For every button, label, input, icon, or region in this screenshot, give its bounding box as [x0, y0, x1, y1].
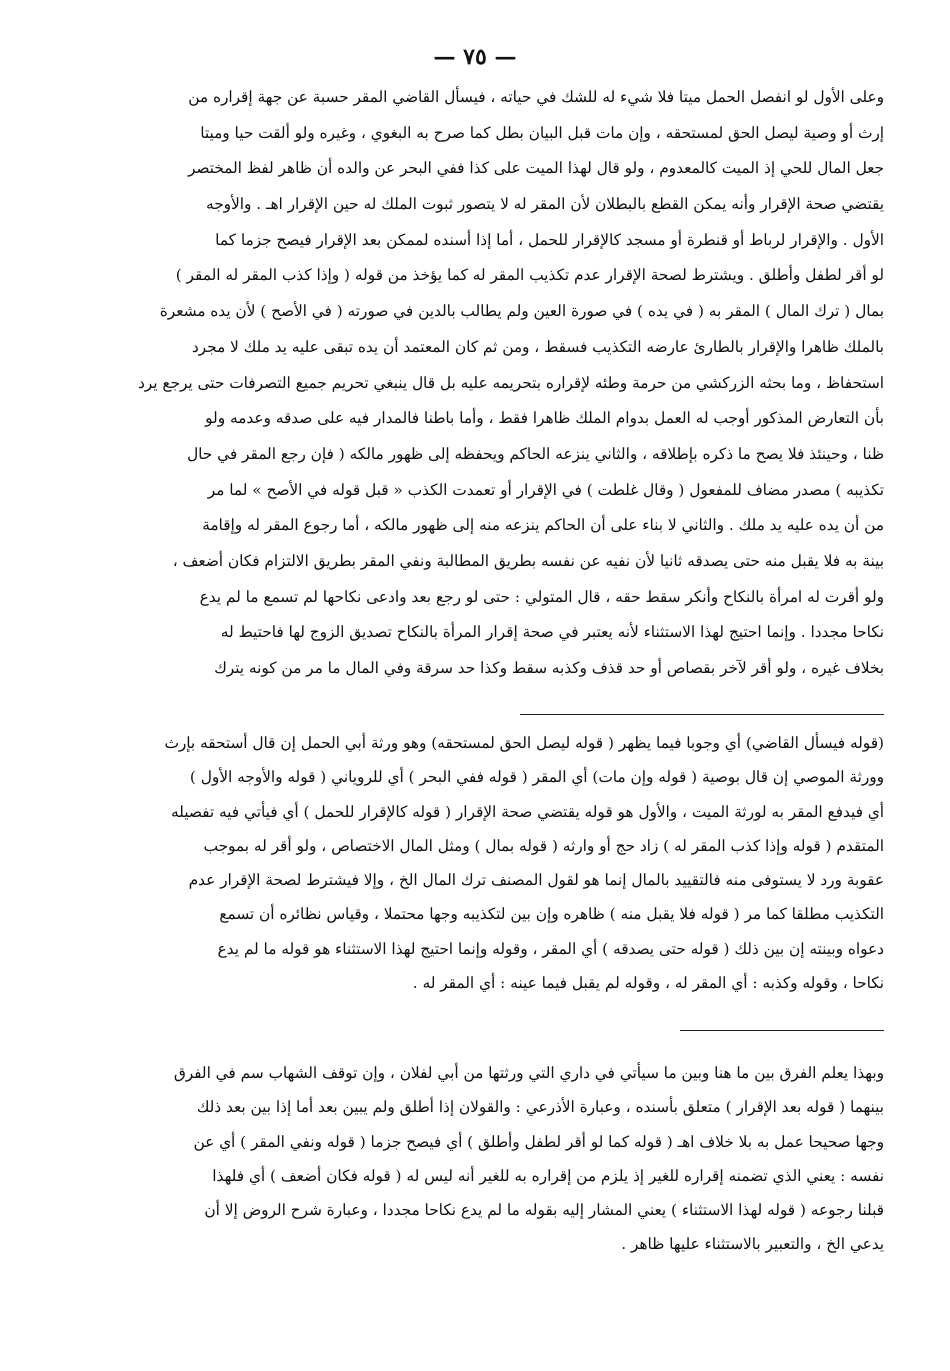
main-text-line: يقتضي صحة الإقرار وأنه يمكن القطع بالبطلان لأن المقر له لا يتصور ثبوت الملك له حين الإقرار اهـ . والأوجه	[206, 195, 884, 214]
main-text-line: من أن يده عليه يد ملك . والثاني لا بناء على أن الحاكم ينزعه منه إلى ظهور مالكه ، أما رجوع المقر له وإقامة	[202, 516, 884, 535]
main-text-line: ولو أقرت له امرأة بالنكاح وأنكر سقط حقه ، قال المتولي : حتى لو رجع بعد وادعى نكاحها لم تسمع ما لم يدع	[199, 587, 884, 606]
main-text-line: إرث أو وصية ليصل الحق لمستحقه ، وإن مات قبل البيان بطل كما صرح به البغوي ، وغيره ولو ألقت حيا وميتا	[200, 123, 884, 142]
main-text-line: بمال ( ترك المال ) المقر به ( في يده ) في صورة العين ولم يطالب بالدين في صورته ( في الأصح ) لأن يده مشعرة	[159, 302, 884, 321]
footnote-divider-top	[520, 714, 884, 715]
main-text-line: لو أقر لطفل وأطلق . ويشترط لصحة الإقرار عدم تكذيب المقر له كما يؤخذ من قوله ( وإذا كذب المقر له المقر )	[175, 266, 884, 285]
commentary-1-line: دعواه وبينته إن بين ذلك ( قوله حتى يصدقه ) أي المقر ، وقوله وإنما احتيج لهذا الاستثناء هو قوله ما لم يدع	[217, 939, 884, 958]
footnote-divider-middle	[680, 1030, 884, 1031]
main-text-line: ظنا ، وحينئذ فلا يصح ما ذكره بإطلاقه ، والثاني ينزعه الحاكم ويحفظه إلى ظهور مالكه ( فإن رجع المقر في حال	[187, 444, 884, 463]
main-text-line: جعل المال للحي إذ الميت كالمعدوم ، ولو قال لهذا الميت على كذا ففي البحر عن والده أن ظاهر لفظ المختصر	[187, 159, 884, 178]
commentary-2-line: قبلنا رجوعه ( قوله لهذا الاستثناء ) يعني المشار إليه بقوله ما لم يدع نكاحا مجددا ، وعبارة شرح الروض إلا أن	[204, 1201, 884, 1220]
main-text-line: بالملك ظاهرا والإقرار بالطارئ عارضه التكذيب فسقط ، ومن ثم كان المعتمد أن يده تبقى عليه يد ملك لا مجرد	[191, 337, 884, 356]
commentary-2-line: يدعي الخ ، والتعبير بالاستثناء عليها ظاهر .	[621, 1235, 884, 1254]
commentary-2-line: نفسه : يعني الذي تضمنه إقراره للغير إذ يلزم من إقراره به للغير أنه ليس له ( قوله فكان أضعف ) أي فلهذا	[212, 1166, 884, 1185]
commentary-2-line: وجها صحيحا عمل به بلا خلاف اهـ ( قوله كما لو أقر لطفل وأطلق ) أي فيصح جزما ( قوله ونفي المقر ) أي عن	[193, 1132, 884, 1151]
main-text-line: بينة به فلا يقبل منه حتى يصدقه ثانيا لأن نفيه عن نفسه بطريق المطالبة ونفي المقر بطريق الالتزام فكان أضعف ،	[172, 551, 884, 570]
commentary-1-line: التكذيب مطلقا كما مر ( قوله فلا يقبل منه ) ظاهره وإن بين لتكذيبه وجها محتملا ، وقياس نظائره أن تسمع	[219, 905, 884, 924]
commentary-1-line: عقوبة ورد لا يستوفى منه فالتقييد بالمال إنما هو لقول المصنف ترك المال الخ ، وإلا فيشترط لصحة الإقرار عدم	[188, 871, 884, 890]
commentary-1-line: المتقدم ( قوله وإذا كذب المقر له ) زاد حج أو وارثه ( قوله بمال ) ومثل المال الاختصاص ، ولو أقر له بموجب	[203, 836, 884, 855]
commentary-1-line: وورثة الموصي إن قال بوصية ( قوله وإن مات) أي المقر ( قوله ففي البحر ) أي للروياني ( قوله والأوجه الأول )	[189, 768, 884, 787]
commentary-2-line: بينهما ( قوله بعد الإقرار ) متعلق بأسنده ، وعبارة الأذرعي : والقولان إذا أطلق ولم يبين بعد أما إذا بين بعد ذلك	[196, 1098, 884, 1117]
commentary-block-2	[72, 1056, 884, 1262]
main-text-line: نكاحا مجددا . وإنما احتيج لهذا الاستثناء لأنه يعتبر في صحة إقرار المرأة بالنكاح تصديق الزوج لها فاحتيط له	[220, 623, 884, 642]
main-text	[72, 80, 884, 687]
main-text-line: بأن التعارض المذكور أوجب له العمل بدوام الملك ظاهرا فقط ، وأما باطنا فالمدار فيه على صدقه وعدمه ولو	[205, 409, 884, 428]
main-text-line: استحفاظ ، وما بحثه الزركشي من حرمة وطئه لإقراره بتحريمه عليه بل قال ينبغي تحريم جميع التصرفات حتى يرجع يرد	[137, 373, 884, 392]
commentary-1-line: أي فيدفع المقر به لورثة الميت ، والأول هو قوله يقتضي صحة الإقرار ( قوله كالإقرار للحمل ) أي فيأتي فيه تفصيله	[170, 802, 884, 821]
commentary-block-1	[72, 726, 884, 1000]
page-number: — ٧٥ —	[433, 44, 517, 70]
commentary-2-line: وبهذا يعلم الفرق بين ما هنا وبين ما سيأتي في داري التي ورثتها من أبي لفلان ، وإن توقف الشهاب سم في الفرق	[173, 1064, 884, 1082]
commentary-1-line: (قوله فيسأل القاضي) أي وجوبا فيما يظهر ( قوله ليصل الحق لمستحقه) وهو ورثة أبي الحمل إن قال أستحقه بإرث	[164, 734, 884, 752]
commentary-1-line: نكاحا ، وقوله وكذبه : أي المقر له ، وقوله لم يقبل فيما عينه : أي المقر له .	[412, 974, 884, 993]
main-text-line: وعلى الأول لو انفصل الحمل ميتا فلا شيء له للشك في حياته ، فيسأل القاضي المقر حسبة عن جهة إقراره من	[188, 88, 884, 106]
main-text-line: تكذيبه ) مصدر مضاف للمفعول ( وقال غلطت ) في الإقرار أو تعمدت الكذب « قبل قوله في الأصح » لما مر	[207, 480, 884, 499]
main-text-line: الأول . والإقرار لرباط أو قنطرة أو مسجد كالإقرار للحمل ، أما إذا أسنده لممكن بعد الإقرار فيصح جزما كما	[215, 230, 884, 249]
main-text-line: بخلاف غيره ، ولو أقر لآخر بقصاص أو حد قذف وكذبه سقط وكذا حد سرقة وفي المال ما مر من كونه يترك	[214, 659, 884, 677]
